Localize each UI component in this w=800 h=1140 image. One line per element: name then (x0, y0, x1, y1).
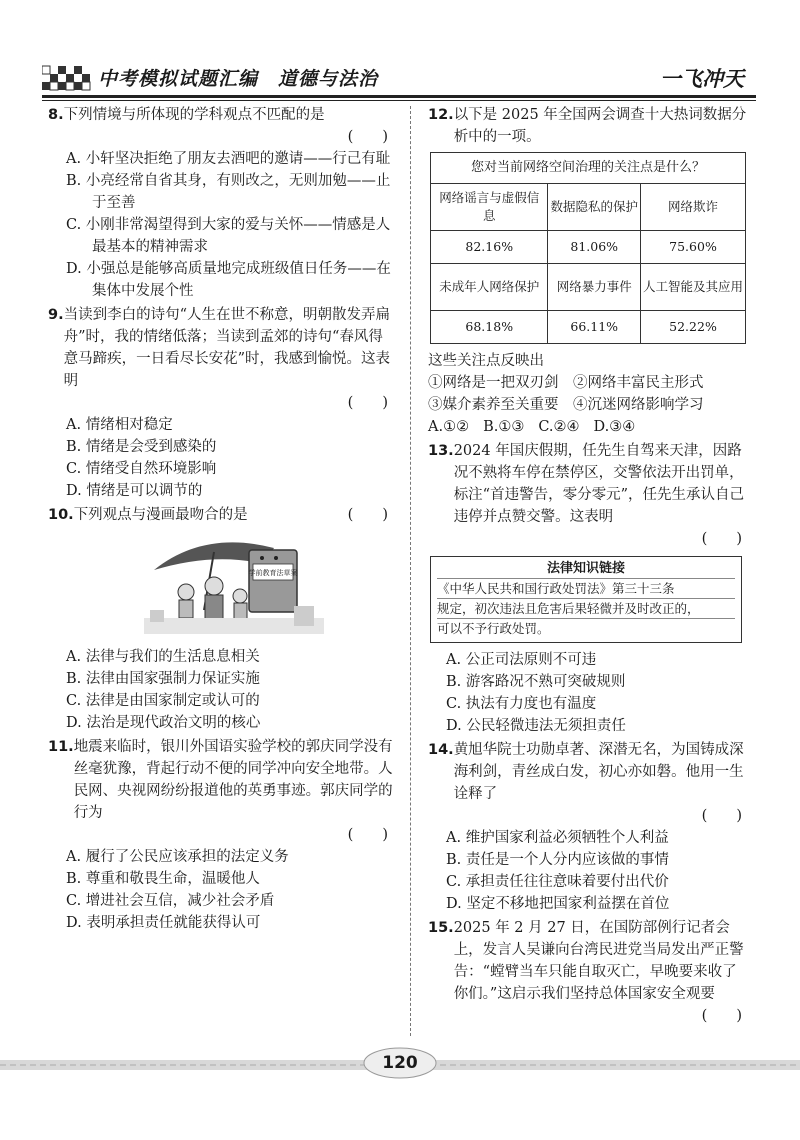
law-box-title: 法律知识链接 (437, 559, 735, 579)
option-a[interactable]: A. 履行了公民应该承担的法定义务 (66, 849, 289, 865)
option-c[interactable]: C. 承担责任往往意味着要付出代价 (446, 874, 669, 890)
option-b[interactable]: B. 小亮经常自省其身，有则改之，无则加勉——止于至善 (66, 173, 391, 211)
table-cell: 网络暴力事件 (548, 264, 641, 311)
question-stem: 当读到李白的诗句“人生在世不称意，明朝散发弄扁舟”时，我的情绪低落；当读到孟郊的诗句“春风得意马蹄疾，一日看尽长安花”时，我感到愉悦。这表明 (63, 307, 391, 389)
comic-illustration (144, 530, 324, 640)
option-d[interactable]: D.③④ (593, 419, 636, 435)
option-b[interactable]: B. 情绪是会受到感染的 (66, 439, 217, 455)
question-14 (428, 739, 750, 915)
table-cell: 数据隐私的保护 (548, 184, 641, 231)
option-c[interactable]: C. 增进社会互信，减少社会矛盾 (66, 893, 275, 909)
question-number: 15. (428, 920, 454, 936)
question-stem: 黄旭华院士功勋卓著、深潜无名，为国铸成深海利剑，青丝成白发，初心亦如磐。他用一生诠释了 (453, 742, 744, 802)
comic-book-label: 学前教育法草案 (248, 569, 298, 577)
answer-bracket[interactable]: ( ) (701, 1008, 742, 1024)
right-column (428, 104, 750, 1029)
table-cell: 82.16% (431, 231, 548, 264)
option-c[interactable]: C. 小刚非常渴望得到大家的爱与关怀——情感是人最基本的精神需求 (66, 217, 391, 255)
question-stem: 2025 年 2 月 27 日，在国防部例行记者会上，发言人吴谦向台湾民进党当局发出严正警告：“螳臂当车只能自取灭亡，早晚要来收了你们。”这启示我们坚持总体国家安全观要 (453, 920, 744, 1002)
table-cell: 66.11% (548, 311, 641, 344)
option-c[interactable]: C. 情绪受自然环境影响 (66, 461, 217, 477)
option-d[interactable]: D. 小强总是能够高质量地完成班级值日任务——在集体中发展个性 (66, 261, 391, 299)
answer-bracket[interactable]: ( ) (347, 129, 388, 145)
table-cell: 人工智能及其应用 (640, 264, 745, 311)
option-a[interactable]: A. 情绪相对稳定 (66, 417, 173, 433)
option-a[interactable]: A. 法律与我们的生活息息相关 (66, 649, 260, 665)
option-d[interactable]: D. 表明承担责任就能获得认可 (66, 915, 261, 931)
option-d[interactable]: D. 法治是现代政治文明的核心 (66, 715, 261, 731)
option-b[interactable]: B. 法律由国家强制力保证实施 (66, 671, 260, 687)
statement-line: ①网络是一把双刃剑 ②网络丰富民主形式 (428, 375, 704, 391)
header-rule (42, 95, 756, 98)
column-divider (410, 106, 411, 1036)
table-cell: 52.22% (640, 311, 745, 344)
answer-bracket[interactable]: ( ) (347, 827, 388, 843)
page-header (0, 0, 800, 96)
answer-bracket[interactable]: ( ) (347, 507, 388, 523)
question-stem: 2024 年国庆假期，任先生自驾来天津，因路况不熟将车停在禁停区，交警依法开出罚单，标注“首违警告，零分零元”，任先生承认自己违停并点赞交警。这表明 (453, 443, 745, 525)
page-number: 120 (382, 1053, 418, 1073)
option-b[interactable]: B. 尊重和敬畏生命，温暖他人 (66, 871, 260, 887)
question-stem: 下列观点与漫画最吻合的是 (73, 507, 248, 523)
option-a[interactable]: A.①② (428, 419, 470, 435)
question-number: 8. (48, 107, 64, 123)
checker-pattern-icon (42, 62, 94, 92)
survey-table-caption: 您对当前网络空间治理的关注点是什么？ (431, 153, 746, 184)
law-box-line: 《中华人民共和国行政处罚法》第三十三条 (437, 579, 735, 599)
law-knowledge-box (430, 556, 742, 643)
table-cell: 网络谣言与虚假信息 (431, 184, 548, 231)
question-number: 9. (48, 307, 64, 323)
option-a[interactable]: A. 公正司法原则不可违 (446, 652, 597, 668)
answer-bracket[interactable]: ( ) (347, 395, 388, 411)
question-11 (48, 736, 396, 934)
header-rule-thin (42, 100, 756, 101)
table-cell: 未成年人网络保护 (431, 264, 548, 311)
table-cell: 75.60% (640, 231, 745, 264)
law-box-line: 可以不予行政处罚。 (437, 621, 550, 636)
header-title: 中考模拟试题汇编 道德与法治 (98, 68, 379, 90)
option-d[interactable]: D. 公民轻微违法无须担责任 (446, 718, 626, 734)
question-number: 13. (428, 443, 454, 459)
question-9 (48, 304, 396, 502)
option-a[interactable]: A. 维护国家利益必须牺牲个人利益 (446, 830, 669, 846)
table-cell: 81.06% (548, 231, 641, 264)
question-15 (428, 917, 750, 1027)
option-d[interactable]: D. 情绪是可以调节的 (66, 483, 203, 499)
option-c[interactable]: C. 执法有力度也有温度 (446, 696, 597, 712)
option-c[interactable]: C. 法律是由国家制定或认可的 (66, 693, 260, 709)
option-a[interactable]: A. 小轩坚决拒绝了朋友去酒吧的邀请——行己有耻 (66, 151, 391, 167)
option-b[interactable]: B. 责任是一个人分内应该做的事情 (446, 852, 669, 868)
question-10 (48, 504, 396, 734)
options-row (428, 416, 750, 438)
survey-table (430, 152, 746, 344)
left-column (48, 104, 396, 936)
question-number: 10. (48, 507, 74, 523)
question-8 (48, 104, 396, 302)
option-c[interactable]: C.②④ (538, 419, 580, 435)
option-d[interactable]: D. 坚定不移地把国家利益摆在首位 (446, 896, 670, 912)
question-number: 11. (48, 739, 74, 755)
question-12 (428, 104, 750, 438)
law-box-line: 规定，初次违法且危害后果轻微并及时改正的， (437, 599, 735, 619)
table-cell: 68.18% (431, 311, 548, 344)
question-13 (428, 440, 750, 737)
footer-pattern-left (0, 1060, 370, 1070)
statement-line: ③媒介素养至关重要 ④沉迷网络影响学习 (428, 397, 704, 413)
question-number: 12. (428, 107, 454, 123)
option-b[interactable]: B.①③ (483, 419, 525, 435)
answer-bracket[interactable]: ( ) (701, 808, 742, 824)
question-stem: 下列情境与所体现的学科观点不匹配的是 (63, 107, 325, 123)
question-number: 14. (428, 742, 454, 758)
question-stem: 地震来临时，银川外国语实验学校的郭庆同学没有丝毫犹豫，背起行动不便的同学冲向安全地带。人民网、央视网纷纷报道他的英勇事迹。郭庆同学的行为 (73, 739, 393, 821)
footer-pattern-right (430, 1060, 800, 1070)
question-lead: 这些关注点反映出 (428, 353, 544, 369)
answer-bracket[interactable]: ( ) (701, 531, 742, 547)
option-b[interactable]: B. 游客路况不熟可突破规则 (446, 674, 626, 690)
header-brand: 一飞冲天 (660, 67, 744, 91)
question-stem: 以下是 2025 年全国两会调查十大热词数据分析中的一项。 (453, 107, 747, 145)
table-cell: 网络欺诈 (640, 184, 745, 231)
